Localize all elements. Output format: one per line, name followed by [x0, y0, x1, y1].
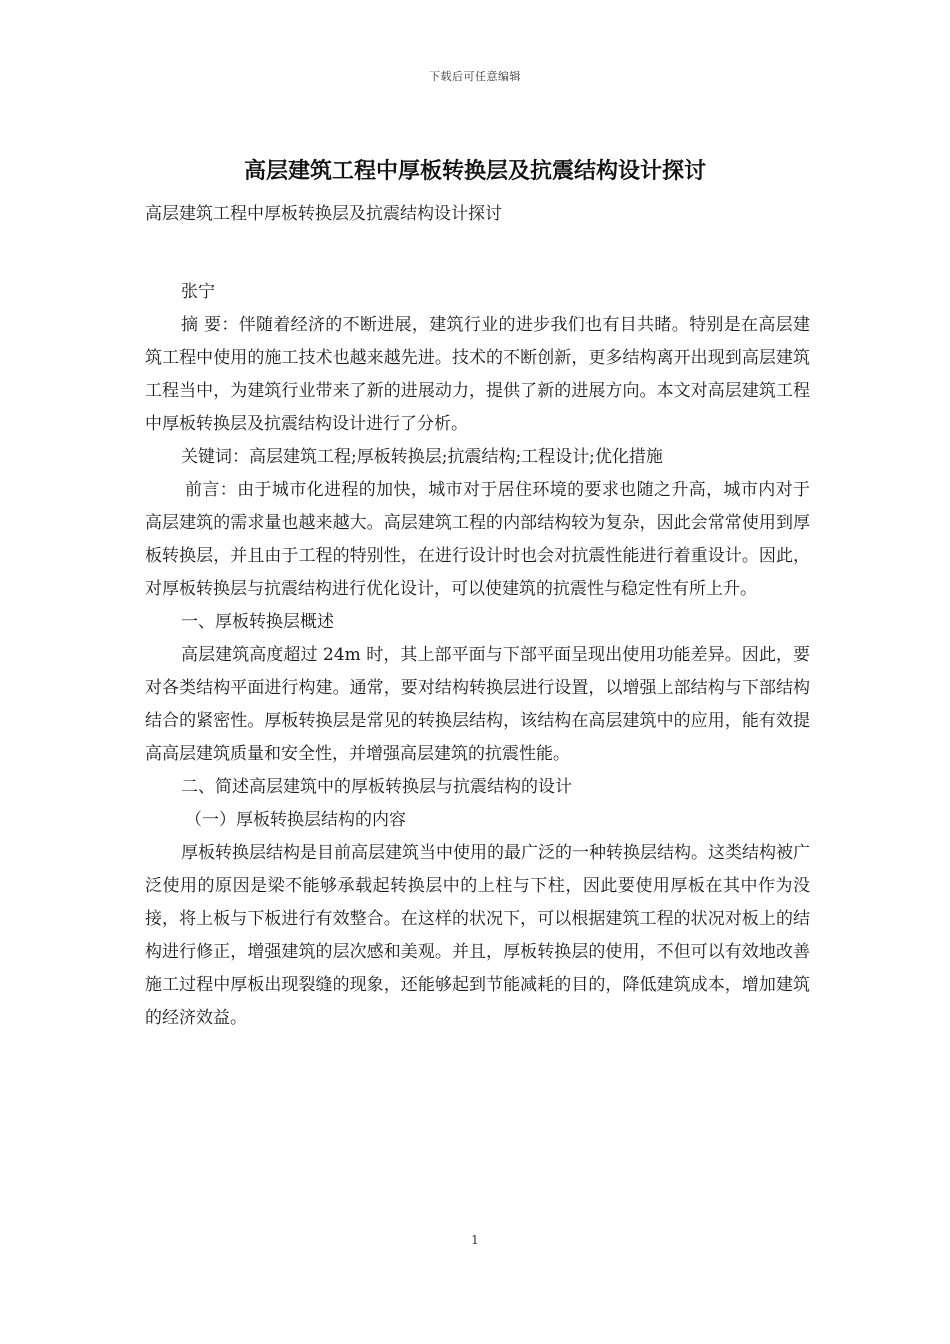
subsection-heading-1: （一）厚板转换层结构的内容: [185, 810, 406, 830]
section-heading-1: 一、厚板转换层概述: [181, 612, 334, 632]
preface-paragraph: 前言：由于城市化进程的加快，城市对于居住环境的要求也随之升高，城市内对于高层建筑的需求量也越来越大。高层建筑工程的内部结构较为复杂，因此会常常使用到厚板转换层，并且由于工程的特别性，在进行设计时也会对抗震性能进行着重设计。因此，对厚板转换层与抗震结构进行优化设计，可以使建筑的抗震性与稳定性有所上升。: [145, 480, 810, 599]
document-body: [145, 309, 810, 1035]
subsection-1-paragraph: 厚板转换层结构是目前高层建筑当中使用的最广泛的一种转换层结构。这类结构被广泛使用的原因是梁不能够承载起转换层中的上柱与下柱，因此要使用厚板在其中作为没接，将上板与下板进行有效整合。在这样的状况下，可以根据建筑工程的状况对板上的结构进行修正，增强建筑的层次感和美观。并且，厚板转换层的使用，不但可以有效地改善施工过程中厚板出现裂缝的现象，还能够起到节能减耗的目的，降低建筑成本，增加建筑的经济效益。: [145, 843, 810, 1028]
author-name: 张宁: [181, 282, 215, 302]
page-header-note: 下载后可任意编辑: [429, 70, 521, 83]
section-1-paragraph: 高层建筑高度超过 24m 时，其上部平面与下部平面呈现出使用功能差异。因此，要对各类结构平面进行构建。通常，要对结构转换层进行设置，以增强上部结构与下部结构结合的紧密性。厚板转换层是常见的转换层结构，该结构在高层建筑中的应用，能有效提高高层建筑质量和安全性，并增强高层建筑的抗震性能。: [145, 645, 810, 764]
document-subtitle: 高层建筑工程中厚板转换层及抗震结构设计探讨: [145, 204, 502, 224]
keywords-paragraph: 关键词：高层建筑工程;厚板转换层;抗震结构;工程设计;优化措施: [181, 447, 663, 467]
page-number: 1: [471, 1233, 479, 1247]
section-heading-2: 二、简述高层建筑中的厚板转换层与抗震结构的设计: [181, 777, 572, 797]
document-title: 高层建筑工程中厚板转换层及抗震结构设计探讨: [243, 158, 706, 184]
abstract-paragraph: 摘 要：伴随着经济的不断进展，建筑行业的进步我们也有目共睹。特别是在高层建筑工程中使用的施工技术也越来越先进。技术的不断创新，更多结构离开出现到高层建筑工程当中，为建筑行业带来了新的进展动力，提供了新的进展方向。本文对高层建筑工程中厚板转换层及抗震结构设计进行了分析。: [145, 315, 810, 434]
